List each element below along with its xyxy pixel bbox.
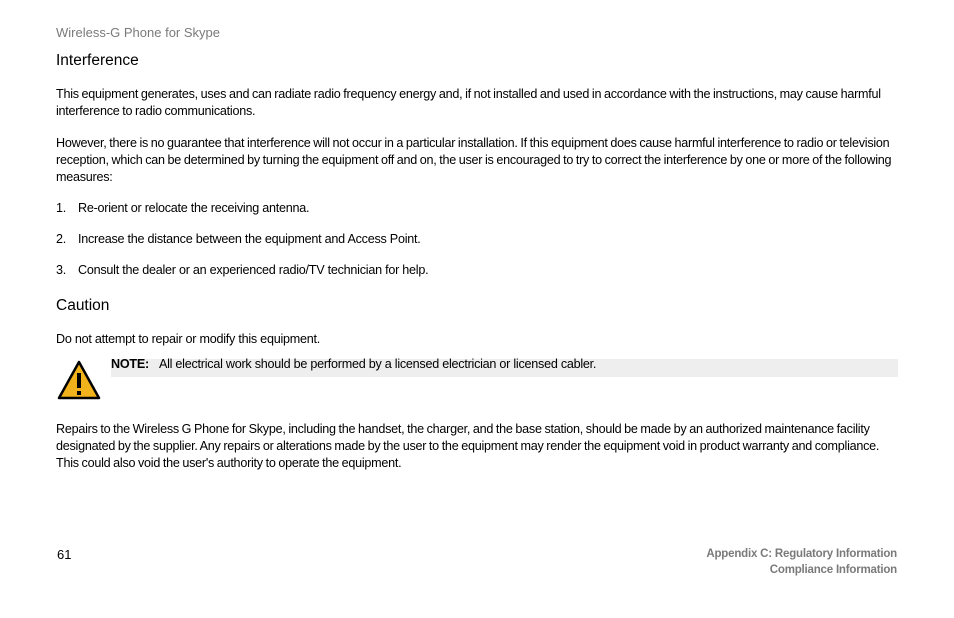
note-label: NOTE: (111, 357, 149, 371)
list-number: 2. (56, 232, 67, 246)
caution-heading: Caution (56, 297, 110, 314)
footer-chapter: Appendix C: Regulatory Information (706, 548, 897, 560)
page-number: 61 (57, 547, 72, 562)
warning-triangle-icon (57, 360, 101, 400)
repairs-paragraph: Repairs to the Wireless G Phone for Skype, including the handset, the charger, and the base station, should be made by an authorized maintenance facility designated by the supplier. Any repairs or alterations made by the user to the equipment may render the equipment void in product warranty and compliance. This could also void the user's authority to operate the equipment. (56, 422, 880, 470)
list-text: Re-orient or relocate the receiving antenna. (78, 201, 310, 215)
footer-section: Compliance Information (769, 564, 897, 576)
caution-paragraph: Do not attempt to repair or modify this equipment. (56, 332, 320, 346)
interference-paragraph-1: This equipment generates, uses and can radiate radio frequency energy and, if not installed and used in accordance with the instructions, may cause harmful interference to radio communications. (56, 87, 881, 118)
list-text: Increase the distance between the equipment and Access Point. (78, 232, 421, 246)
measure-item-2 (56, 231, 421, 248)
note-text: All electrical work should be performed by a licensed electrician or licensed cabler. (158, 357, 597, 371)
list-number: 1. (56, 201, 67, 215)
interference-paragraph-2: However, there is no guarantee that interference will not occur in a particular installation. If this equipment does cause harmful interference to radio or television reception, which can be determined by turning the equipment off and on, the user is encouraged to try to correct the interference by one or more of the following measures: (56, 136, 892, 184)
measure-item-3 (56, 262, 428, 279)
list-text: Consult the dealer or an experienced radio/TV technician for help. (78, 263, 429, 277)
running-header: Wireless-G Phone for Skype (56, 25, 221, 40)
note (111, 356, 596, 373)
measure-item-1 (56, 200, 309, 217)
interference-heading: Interference (56, 52, 139, 69)
list-number: 3. (56, 263, 67, 277)
